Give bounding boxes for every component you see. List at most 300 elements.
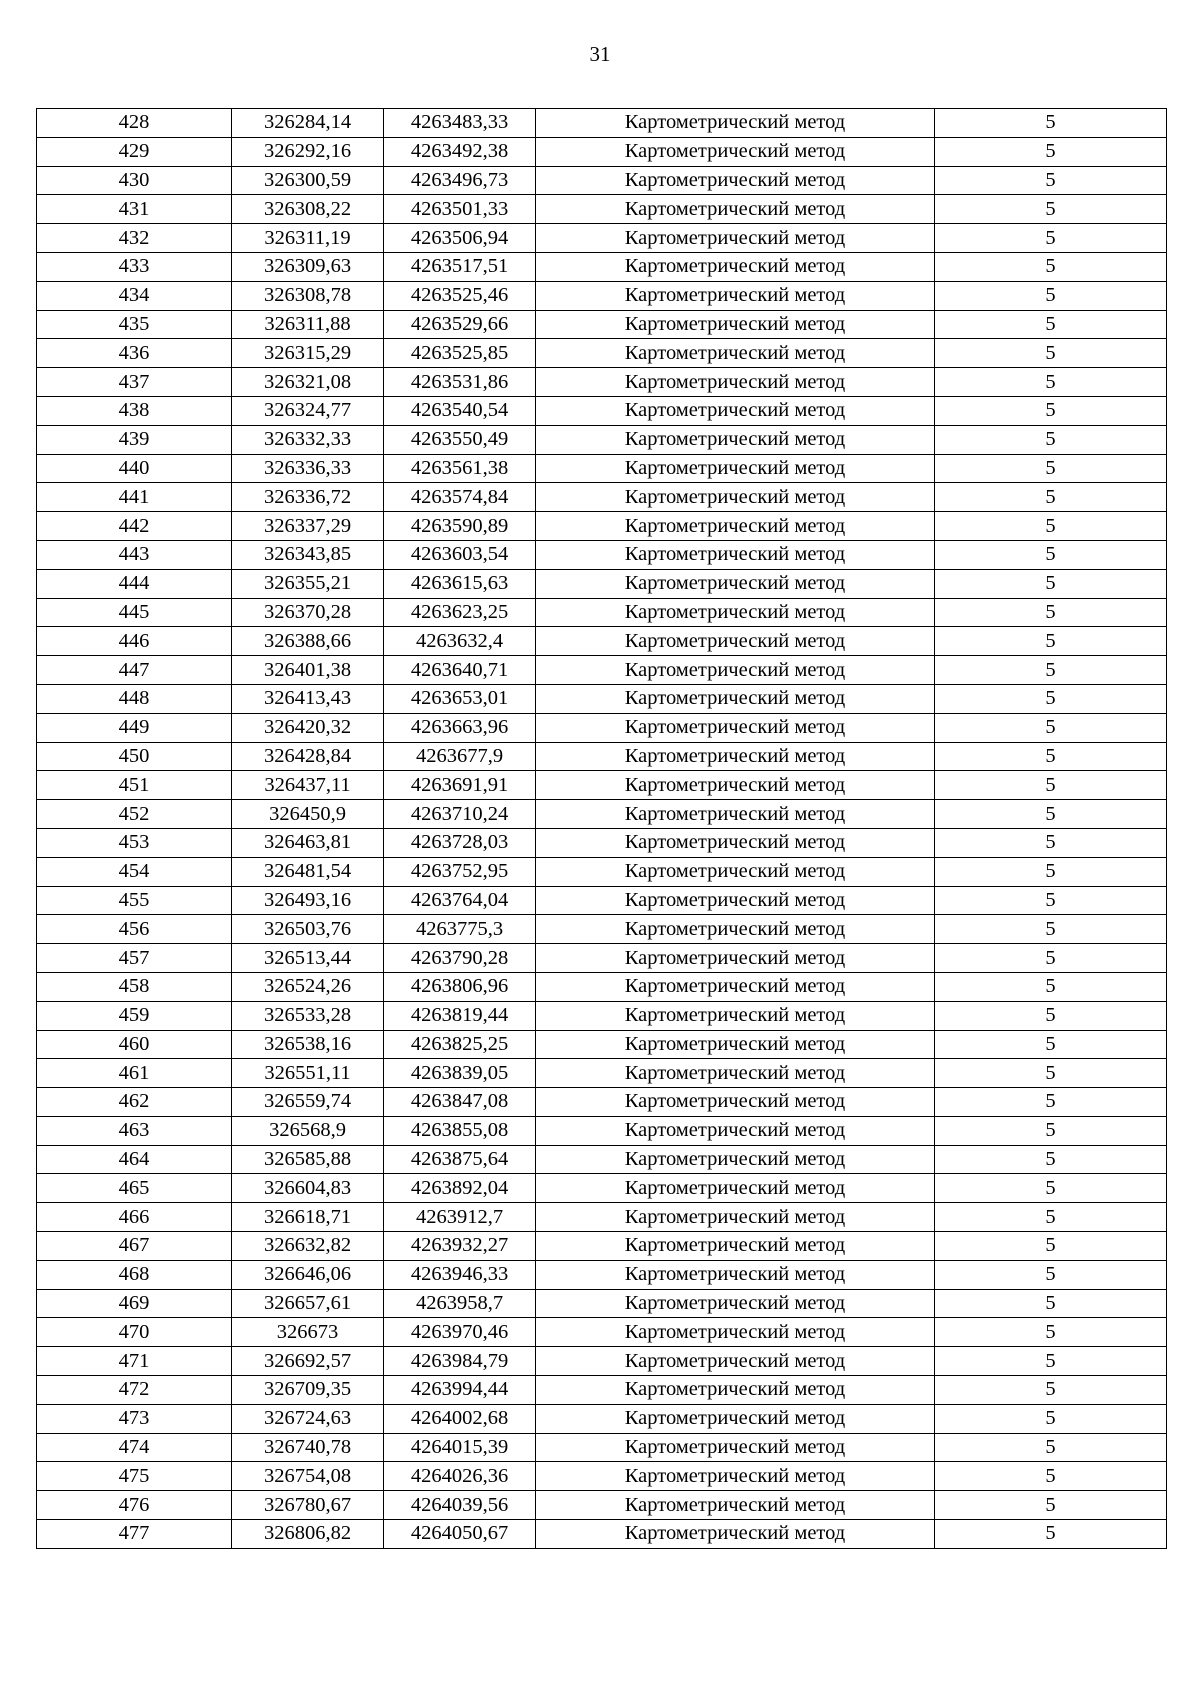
method-cell: Картометрический метод (536, 1404, 935, 1433)
point-number-cell: 440 (37, 454, 232, 483)
point-number-cell: 457 (37, 944, 232, 973)
y-coordinate-cell: 4263506,94 (384, 224, 536, 253)
accuracy-cell: 5 (935, 540, 1167, 569)
accuracy-cell: 5 (935, 972, 1167, 1001)
accuracy-cell: 5 (935, 224, 1167, 253)
y-coordinate-cell: 4263590,89 (384, 512, 536, 541)
accuracy-cell: 5 (935, 886, 1167, 915)
y-coordinate-cell: 4263653,01 (384, 684, 536, 713)
method-cell: Картометрический метод (536, 771, 935, 800)
accuracy-cell: 5 (935, 1174, 1167, 1203)
table-row (37, 1347, 1167, 1376)
method-cell: Картометрический метод (536, 1232, 935, 1261)
method-cell: Картометрический метод (536, 684, 935, 713)
table-row (37, 1318, 1167, 1347)
point-number-cell: 434 (37, 281, 232, 310)
table-row (37, 800, 1167, 829)
method-cell: Картометрический метод (536, 1520, 935, 1549)
x-coordinate-cell: 326336,33 (232, 454, 384, 483)
point-number-cell: 461 (37, 1059, 232, 1088)
x-coordinate-cell: 326337,29 (232, 512, 384, 541)
x-coordinate-cell: 326450,9 (232, 800, 384, 829)
point-number-cell: 456 (37, 915, 232, 944)
accuracy-cell: 5 (935, 800, 1167, 829)
table-row (37, 569, 1167, 598)
x-coordinate-cell: 326308,22 (232, 195, 384, 224)
y-coordinate-cell: 4263728,03 (384, 828, 536, 857)
point-number-cell: 439 (37, 425, 232, 454)
x-coordinate-cell: 326300,59 (232, 166, 384, 195)
table-row (37, 771, 1167, 800)
method-cell: Картометрический метод (536, 224, 935, 253)
accuracy-cell: 5 (935, 656, 1167, 685)
x-coordinate-cell: 326321,08 (232, 368, 384, 397)
table-row (37, 742, 1167, 771)
table-row (37, 137, 1167, 166)
table-row (37, 1174, 1167, 1203)
y-coordinate-cell: 4264050,67 (384, 1520, 536, 1549)
table-row (37, 1001, 1167, 1030)
method-cell: Картометрический метод (536, 425, 935, 454)
accuracy-cell: 5 (935, 944, 1167, 973)
x-coordinate-cell: 326568,9 (232, 1116, 384, 1145)
method-cell: Картометрический метод (536, 800, 935, 829)
x-coordinate-cell: 326437,11 (232, 771, 384, 800)
accuracy-cell: 5 (935, 310, 1167, 339)
accuracy-cell: 5 (935, 713, 1167, 742)
x-coordinate-cell: 326324,77 (232, 396, 384, 425)
accuracy-cell: 5 (935, 1289, 1167, 1318)
accuracy-cell: 5 (935, 1001, 1167, 1030)
method-cell: Картометрический метод (536, 454, 935, 483)
accuracy-cell: 5 (935, 483, 1167, 512)
table-row (37, 1232, 1167, 1261)
x-coordinate-cell: 326632,82 (232, 1232, 384, 1261)
point-number-cell: 437 (37, 368, 232, 397)
point-number-cell: 446 (37, 627, 232, 656)
accuracy-cell: 5 (935, 195, 1167, 224)
y-coordinate-cell: 4263540,54 (384, 396, 536, 425)
method-cell: Картометрический метод (536, 1059, 935, 1088)
method-cell: Картометрический метод (536, 627, 935, 656)
method-cell: Картометрический метод (536, 656, 935, 685)
y-coordinate-cell: 4263775,3 (384, 915, 536, 944)
y-coordinate-cell: 4263632,4 (384, 627, 536, 656)
accuracy-cell: 5 (935, 1260, 1167, 1289)
x-coordinate-cell: 326463,81 (232, 828, 384, 857)
method-cell: Картометрический метод (536, 1001, 935, 1030)
method-cell: Картометрический метод (536, 1145, 935, 1174)
accuracy-cell: 5 (935, 684, 1167, 713)
table-row (37, 915, 1167, 944)
method-cell: Картометрический метод (536, 1318, 935, 1347)
x-coordinate-cell: 326618,71 (232, 1203, 384, 1232)
point-number-cell: 472 (37, 1376, 232, 1405)
method-cell: Картометрический метод (536, 598, 935, 627)
y-coordinate-cell: 4263847,08 (384, 1088, 536, 1117)
method-cell: Картометрический метод (536, 1491, 935, 1520)
point-number-cell: 474 (37, 1433, 232, 1462)
method-cell: Картометрический метод (536, 368, 935, 397)
y-coordinate-cell: 4263677,9 (384, 742, 536, 771)
x-coordinate-cell: 326355,21 (232, 569, 384, 598)
x-coordinate-cell: 326292,16 (232, 137, 384, 166)
point-number-cell: 467 (37, 1232, 232, 1261)
method-cell: Картометрический метод (536, 195, 935, 224)
y-coordinate-cell: 4263640,71 (384, 656, 536, 685)
method-cell: Картометрический метод (536, 483, 935, 512)
point-number-cell: 436 (37, 339, 232, 368)
accuracy-cell: 5 (935, 1030, 1167, 1059)
method-cell: Картометрический метод (536, 166, 935, 195)
y-coordinate-cell: 4263806,96 (384, 972, 536, 1001)
method-cell: Картометрический метод (536, 252, 935, 281)
table-row (37, 886, 1167, 915)
table-row (37, 1433, 1167, 1462)
accuracy-cell: 5 (935, 569, 1167, 598)
y-coordinate-cell: 4263855,08 (384, 1116, 536, 1145)
method-cell: Картометрический метод (536, 281, 935, 310)
point-number-cell: 441 (37, 483, 232, 512)
method-cell: Картометрический метод (536, 1462, 935, 1491)
accuracy-cell: 5 (935, 598, 1167, 627)
method-cell: Картометрический метод (536, 512, 935, 541)
y-coordinate-cell: 4263561,38 (384, 454, 536, 483)
y-coordinate-cell: 4263501,33 (384, 195, 536, 224)
x-coordinate-cell: 326538,16 (232, 1030, 384, 1059)
y-coordinate-cell: 4263912,7 (384, 1203, 536, 1232)
table-row (37, 713, 1167, 742)
point-number-cell: 442 (37, 512, 232, 541)
y-coordinate-cell: 4263531,86 (384, 368, 536, 397)
y-coordinate-cell: 4263517,51 (384, 252, 536, 281)
point-number-cell: 466 (37, 1203, 232, 1232)
accuracy-cell: 5 (935, 109, 1167, 138)
method-cell: Картометрический метод (536, 944, 935, 973)
accuracy-cell: 5 (935, 1376, 1167, 1405)
point-number-cell: 449 (37, 713, 232, 742)
accuracy-cell: 5 (935, 857, 1167, 886)
y-coordinate-cell: 4263691,91 (384, 771, 536, 800)
table-row (37, 1203, 1167, 1232)
accuracy-cell: 5 (935, 1462, 1167, 1491)
table-row (37, 109, 1167, 138)
x-coordinate-cell: 326413,43 (232, 684, 384, 713)
table-row (37, 224, 1167, 253)
x-coordinate-cell: 326428,84 (232, 742, 384, 771)
point-number-cell: 455 (37, 886, 232, 915)
table-row (37, 512, 1167, 541)
y-coordinate-cell: 4263819,44 (384, 1001, 536, 1030)
accuracy-cell: 5 (935, 1232, 1167, 1261)
table-row (37, 281, 1167, 310)
x-coordinate-cell: 326493,16 (232, 886, 384, 915)
point-number-cell: 465 (37, 1174, 232, 1203)
x-coordinate-cell: 326559,74 (232, 1088, 384, 1117)
point-number-cell: 454 (37, 857, 232, 886)
point-number-cell: 459 (37, 1001, 232, 1030)
accuracy-cell: 5 (935, 1520, 1167, 1549)
table-row (37, 1520, 1167, 1549)
table-row (37, 1289, 1167, 1318)
method-cell: Картометрический метод (536, 742, 935, 771)
point-number-cell: 435 (37, 310, 232, 339)
point-number-cell: 460 (37, 1030, 232, 1059)
table-row (37, 598, 1167, 627)
x-coordinate-cell: 326503,76 (232, 915, 384, 944)
point-number-cell: 463 (37, 1116, 232, 1145)
point-number-cell: 445 (37, 598, 232, 627)
y-coordinate-cell: 4263932,27 (384, 1232, 536, 1261)
table-row (37, 425, 1167, 454)
method-cell: Картометрический метод (536, 1289, 935, 1318)
table-row (37, 1059, 1167, 1088)
x-coordinate-cell: 326401,38 (232, 656, 384, 685)
table-row (37, 368, 1167, 397)
x-coordinate-cell: 326585,88 (232, 1145, 384, 1174)
y-coordinate-cell: 4263970,46 (384, 1318, 536, 1347)
x-coordinate-cell: 326806,82 (232, 1520, 384, 1549)
accuracy-cell: 5 (935, 1088, 1167, 1117)
accuracy-cell: 5 (935, 368, 1167, 397)
x-coordinate-cell: 326308,78 (232, 281, 384, 310)
y-coordinate-cell: 4263550,49 (384, 425, 536, 454)
method-cell: Картометрический метод (536, 886, 935, 915)
method-cell: Картометрический метод (536, 1116, 935, 1145)
point-number-cell: 458 (37, 972, 232, 1001)
method-cell: Картометрический метод (536, 857, 935, 886)
x-coordinate-cell: 326311,19 (232, 224, 384, 253)
y-coordinate-cell: 4263825,25 (384, 1030, 536, 1059)
table-row (37, 1030, 1167, 1059)
x-coordinate-cell: 326646,06 (232, 1260, 384, 1289)
y-coordinate-cell: 4263875,64 (384, 1145, 536, 1174)
method-cell: Картометрический метод (536, 1030, 935, 1059)
method-cell: Картометрический метод (536, 1088, 935, 1117)
table-row (37, 656, 1167, 685)
point-number-cell: 476 (37, 1491, 232, 1520)
y-coordinate-cell: 4263946,33 (384, 1260, 536, 1289)
y-coordinate-cell: 4263839,05 (384, 1059, 536, 1088)
y-coordinate-cell: 4263492,38 (384, 137, 536, 166)
point-number-cell: 468 (37, 1260, 232, 1289)
y-coordinate-cell: 4263764,04 (384, 886, 536, 915)
table-row (37, 339, 1167, 368)
accuracy-cell: 5 (935, 339, 1167, 368)
y-coordinate-cell: 4264015,39 (384, 1433, 536, 1462)
y-coordinate-cell: 4263984,79 (384, 1347, 536, 1376)
y-coordinate-cell: 4263790,28 (384, 944, 536, 973)
point-number-cell: 452 (37, 800, 232, 829)
method-cell: Картометрический метод (536, 713, 935, 742)
x-coordinate-cell: 326315,29 (232, 339, 384, 368)
accuracy-cell: 5 (935, 166, 1167, 195)
table-row (37, 857, 1167, 886)
accuracy-cell: 5 (935, 1116, 1167, 1145)
point-number-cell: 428 (37, 109, 232, 138)
x-coordinate-cell: 326524,26 (232, 972, 384, 1001)
table-row (37, 1116, 1167, 1145)
y-coordinate-cell: 4263483,33 (384, 109, 536, 138)
accuracy-cell: 5 (935, 454, 1167, 483)
table-row (37, 828, 1167, 857)
x-coordinate-cell: 326692,57 (232, 1347, 384, 1376)
y-coordinate-cell: 4264039,56 (384, 1491, 536, 1520)
y-coordinate-cell: 4263574,84 (384, 483, 536, 512)
point-number-cell: 453 (37, 828, 232, 857)
coordinates-table (36, 108, 1167, 1549)
table-row (37, 483, 1167, 512)
table-row (37, 1260, 1167, 1289)
table-row (37, 1404, 1167, 1433)
x-coordinate-cell: 326724,63 (232, 1404, 384, 1433)
accuracy-cell: 5 (935, 1059, 1167, 1088)
x-coordinate-cell: 326604,83 (232, 1174, 384, 1203)
method-cell: Картометрический метод (536, 972, 935, 1001)
y-coordinate-cell: 4263663,96 (384, 713, 536, 742)
point-number-cell: 432 (37, 224, 232, 253)
accuracy-cell: 5 (935, 742, 1167, 771)
point-number-cell: 471 (37, 1347, 232, 1376)
page-number: 31 (589, 42, 611, 66)
point-number-cell: 430 (37, 166, 232, 195)
accuracy-cell: 5 (935, 396, 1167, 425)
x-coordinate-cell: 326311,88 (232, 310, 384, 339)
accuracy-cell: 5 (935, 1145, 1167, 1174)
x-coordinate-cell: 326513,44 (232, 944, 384, 973)
accuracy-cell: 5 (935, 1491, 1167, 1520)
x-coordinate-cell: 326336,72 (232, 483, 384, 512)
table-row (37, 1462, 1167, 1491)
accuracy-cell: 5 (935, 425, 1167, 454)
x-coordinate-cell: 326780,67 (232, 1491, 384, 1520)
x-coordinate-cell: 326388,66 (232, 627, 384, 656)
accuracy-cell: 5 (935, 1433, 1167, 1462)
x-coordinate-cell: 326481,54 (232, 857, 384, 886)
point-number-cell: 444 (37, 569, 232, 598)
point-number-cell: 443 (37, 540, 232, 569)
point-number-cell: 477 (37, 1520, 232, 1549)
accuracy-cell: 5 (935, 1404, 1167, 1433)
point-number-cell: 433 (37, 252, 232, 281)
x-coordinate-cell: 326343,85 (232, 540, 384, 569)
point-number-cell: 475 (37, 1462, 232, 1491)
table-row (37, 972, 1167, 1001)
x-coordinate-cell: 326332,33 (232, 425, 384, 454)
y-coordinate-cell: 4263496,73 (384, 166, 536, 195)
point-number-cell: 431 (37, 195, 232, 224)
method-cell: Картометрический метод (536, 109, 935, 138)
accuracy-cell: 5 (935, 1347, 1167, 1376)
table-row (37, 1491, 1167, 1520)
table-row (37, 166, 1167, 195)
accuracy-cell: 5 (935, 915, 1167, 944)
table-row (37, 1088, 1167, 1117)
accuracy-cell: 5 (935, 281, 1167, 310)
method-cell: Картометрический метод (536, 1203, 935, 1232)
table-row (37, 396, 1167, 425)
table-row (37, 944, 1167, 973)
y-coordinate-cell: 4263958,7 (384, 1289, 536, 1318)
point-number-cell: 450 (37, 742, 232, 771)
method-cell: Картометрический метод (536, 1376, 935, 1405)
table-row (37, 1376, 1167, 1405)
method-cell: Картометрический метод (536, 1347, 935, 1376)
point-number-cell: 473 (37, 1404, 232, 1433)
point-number-cell: 451 (37, 771, 232, 800)
accuracy-cell: 5 (935, 137, 1167, 166)
table-row (37, 310, 1167, 339)
accuracy-cell: 5 (935, 512, 1167, 541)
x-coordinate-cell: 326420,32 (232, 713, 384, 742)
x-coordinate-cell: 326533,28 (232, 1001, 384, 1030)
table-row (37, 252, 1167, 281)
accuracy-cell: 5 (935, 771, 1167, 800)
y-coordinate-cell: 4263615,63 (384, 569, 536, 598)
y-coordinate-cell: 4263710,24 (384, 800, 536, 829)
point-number-cell: 464 (37, 1145, 232, 1174)
y-coordinate-cell: 4263892,04 (384, 1174, 536, 1203)
table-row (37, 684, 1167, 713)
point-number-cell: 470 (37, 1318, 232, 1347)
y-coordinate-cell: 4263752,95 (384, 857, 536, 886)
point-number-cell: 469 (37, 1289, 232, 1318)
table-row (37, 454, 1167, 483)
y-coordinate-cell: 4263603,54 (384, 540, 536, 569)
x-coordinate-cell: 326551,11 (232, 1059, 384, 1088)
table-row (37, 195, 1167, 224)
y-coordinate-cell: 4264002,68 (384, 1404, 536, 1433)
accuracy-cell: 5 (935, 627, 1167, 656)
x-coordinate-cell: 326754,08 (232, 1462, 384, 1491)
method-cell: Картометрический метод (536, 1174, 935, 1203)
x-coordinate-cell: 326709,35 (232, 1376, 384, 1405)
method-cell: Картометрический метод (536, 1260, 935, 1289)
point-number-cell: 462 (37, 1088, 232, 1117)
y-coordinate-cell: 4264026,36 (384, 1462, 536, 1491)
x-coordinate-cell: 326740,78 (232, 1433, 384, 1462)
method-cell: Картометрический метод (536, 137, 935, 166)
method-cell: Картометрический метод (536, 1433, 935, 1462)
accuracy-cell: 5 (935, 252, 1167, 281)
y-coordinate-cell: 4263623,25 (384, 598, 536, 627)
table-row (37, 540, 1167, 569)
coordinates-table-body (37, 109, 1167, 1549)
y-coordinate-cell: 4263525,85 (384, 339, 536, 368)
x-coordinate-cell: 326657,61 (232, 1289, 384, 1318)
point-number-cell: 447 (37, 656, 232, 685)
method-cell: Картометрический метод (536, 828, 935, 857)
y-coordinate-cell: 4263994,44 (384, 1376, 536, 1405)
table-row (37, 1145, 1167, 1174)
table-row (37, 627, 1167, 656)
x-coordinate-cell: 326309,63 (232, 252, 384, 281)
method-cell: Картометрический метод (536, 569, 935, 598)
point-number-cell: 448 (37, 684, 232, 713)
point-number-cell: 438 (37, 396, 232, 425)
method-cell: Картометрический метод (536, 396, 935, 425)
method-cell: Картометрический метод (536, 339, 935, 368)
x-coordinate-cell: 326673 (232, 1318, 384, 1347)
method-cell: Картометрический метод (536, 540, 935, 569)
method-cell: Картометрический метод (536, 915, 935, 944)
point-number-cell: 429 (37, 137, 232, 166)
y-coordinate-cell: 4263529,66 (384, 310, 536, 339)
x-coordinate-cell: 326370,28 (232, 598, 384, 627)
method-cell: Картометрический метод (536, 310, 935, 339)
accuracy-cell: 5 (935, 828, 1167, 857)
accuracy-cell: 5 (935, 1318, 1167, 1347)
